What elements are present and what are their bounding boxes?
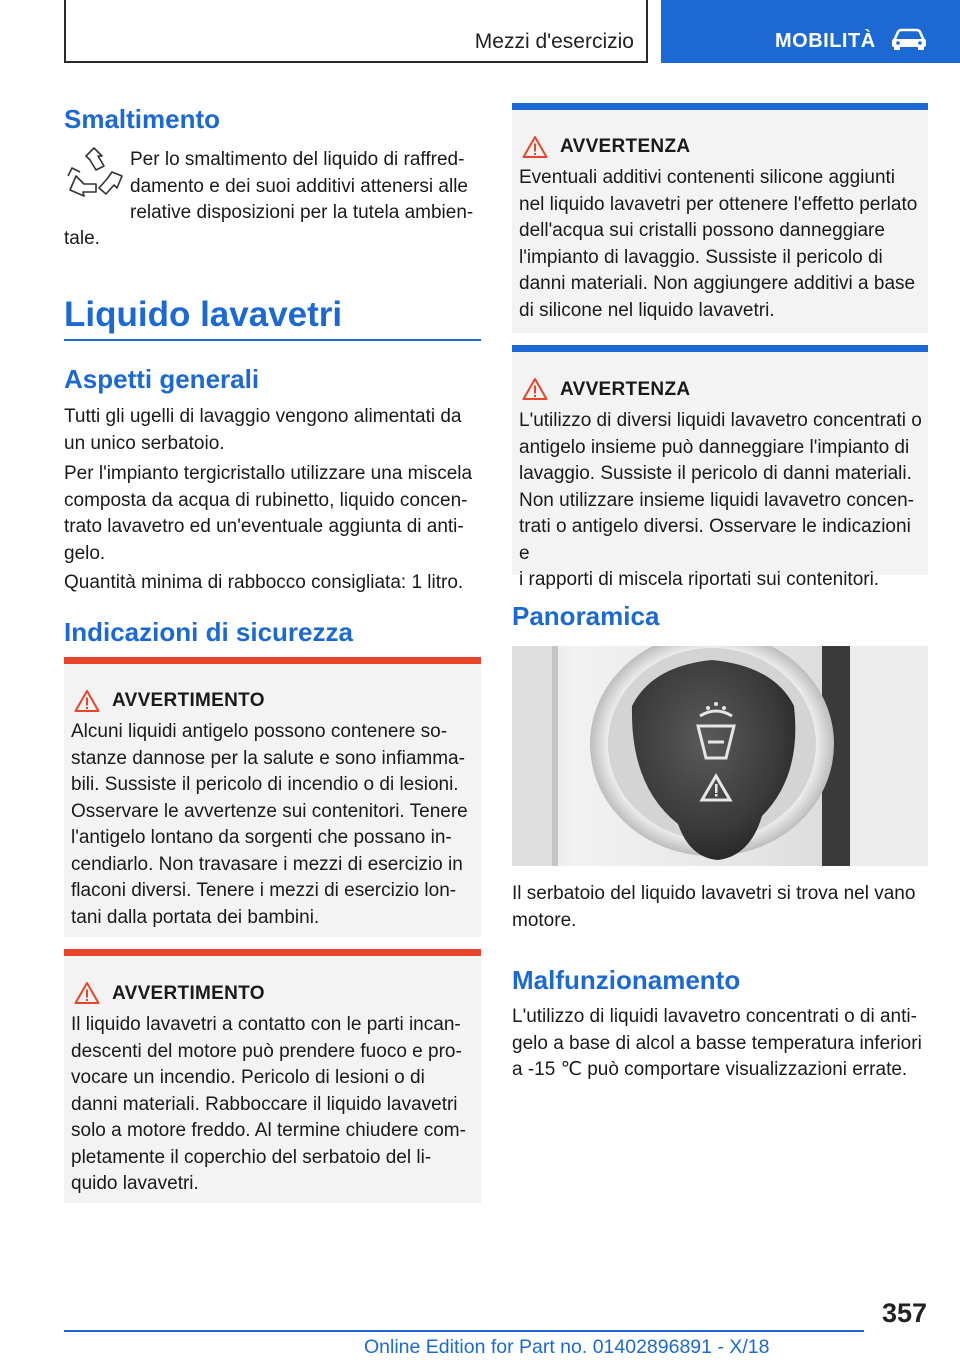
aspetti-p1: Tutti gli ugelli di lavaggio vengono alimentati da un unico serbatoio. — [64, 406, 462, 454]
notice-box-1-title: AVVERTENZA — [560, 136, 691, 157]
aspetti-heading: Aspetti generali — [64, 364, 260, 394]
warning-triangle-icon — [74, 689, 100, 713]
malfunzionamento-heading: Malfunzionamento — [512, 965, 741, 995]
page-title: Liquido lavavetri — [64, 295, 343, 334]
aspetti-p2: Per l'impianto tergicristallo utilizzare una miscela composta da acqua di rubinetto, liquido concen‐ trato lavavetro ed un'eventuale aggiunta di anti‐ gelo. — [64, 463, 473, 564]
aspetti-p3: Quantità minima di rabbocco consigliata: 1 litro. — [64, 572, 464, 593]
car-icon — [890, 27, 928, 51]
sicurezza-heading: Indicazioni di sicurezza — [64, 617, 353, 647]
warning-triangle-icon — [74, 981, 100, 1005]
warning-triangle-icon — [522, 377, 548, 401]
warning-box-2 — [64, 949, 481, 1203]
malfunzionamento-text: L'utilizzo di liquidi lavavetro concentrati o di anti‐ gelo a base di alcol a basse temperatura inferiori a -15 ℃ può comportare visualizzazioni errate. — [512, 1006, 922, 1080]
warning-triangle-icon — [522, 135, 548, 159]
smaltimento-text-end: tale. — [64, 228, 100, 249]
notice-box-1 — [512, 103, 928, 333]
footer-rule — [64, 1330, 864, 1332]
notice-box-1-text: Eventuali additivi contenenti silicone aggiunti nel liquido lavavetri per ottenere l'effetto perlato dell'acqua sui cristalli possono danneggiare l'impianto di lavaggio. Sussiste il pericolo di danni materiali. Non aggiungere additivi a base di silicone nel liquido lavavetri. — [519, 167, 918, 321]
washer-fluid-cap-photo — [512, 646, 928, 866]
header-chapter-title: MOBILITÀ — [775, 30, 876, 52]
header-chapter-tab — [661, 0, 960, 63]
panoramica-heading: Panoramica — [512, 601, 660, 631]
notice-box-2-title: AVVERTENZA — [560, 379, 691, 400]
smaltimento-text: Per lo smaltimento del liquido di raffred‐ damento e dei suoi additivi attenersi alle relative disposizioni per la tutela ambien‐ — [130, 149, 474, 223]
warning-box-1-title: AVVERTIMENTO — [112, 690, 265, 711]
recycle-icon — [64, 146, 124, 204]
header-section-title: Mezzi d'esercizio — [474, 30, 634, 53]
notice-box-2 — [512, 345, 928, 590]
header-section-box — [64, 0, 648, 63]
panoramica-caption: Il serbatoio del liquido lavavetri si trova nel vano motore. — [512, 883, 916, 931]
footer-edition: Online Edition for Part no. 01402896891 - X/18 — [364, 1336, 770, 1358]
warning-box-2-text: Il liquido lavavetri a contatto con le parti incan‐ descenti del motore può prendere fuoco e pro‐ vocare un incendio. Pericolo di lesioni o di danni materiali. Rabboccare il liquido lavavetri solo a motore freddo. Al termine chiudere com‐ pletamente il coperchio del serbatoio del li‐ quido lavavetri. — [71, 1014, 466, 1194]
notice-box-2-text: L'utilizzo di diversi liquidi lavavetro concentrati o antigelo insieme può danneggiare l'impianto di lavaggio. Sussiste il pericolo di danni materiali. Non utilizzare insieme liquidi lavavetro concen‐ trati o antigelo diversi. Osservare le indicazioni e i rapporti di miscela riportati sui contenitori. — [519, 410, 922, 590]
washer-cap-illustration — [512, 646, 928, 866]
warning-box-2-title: AVVERTIMENTO — [112, 983, 265, 1004]
warning-box-1 — [64, 657, 481, 937]
warning-box-1-text: Alcuni liquidi antigelo possono contenere so‐ stanze dannose per la salute e sono infiamma‐ bili. Sussiste il pericolo di incendio o di lesioni. Osservare le avvertenze sui contenitori. Tenere l'antigelo lontano da sorgenti che possano in‐ cendiarlo. Non travasare i mezzi di esercizio in flaconi diversi. Tenere i mezzi di esercizio lon‐ tani dalla portata dei bambini. — [71, 721, 468, 928]
title-rule — [64, 339, 481, 341]
page-number: 357 — [881, 1298, 927, 1328]
smaltimento-heading: Smaltimento — [64, 104, 221, 134]
